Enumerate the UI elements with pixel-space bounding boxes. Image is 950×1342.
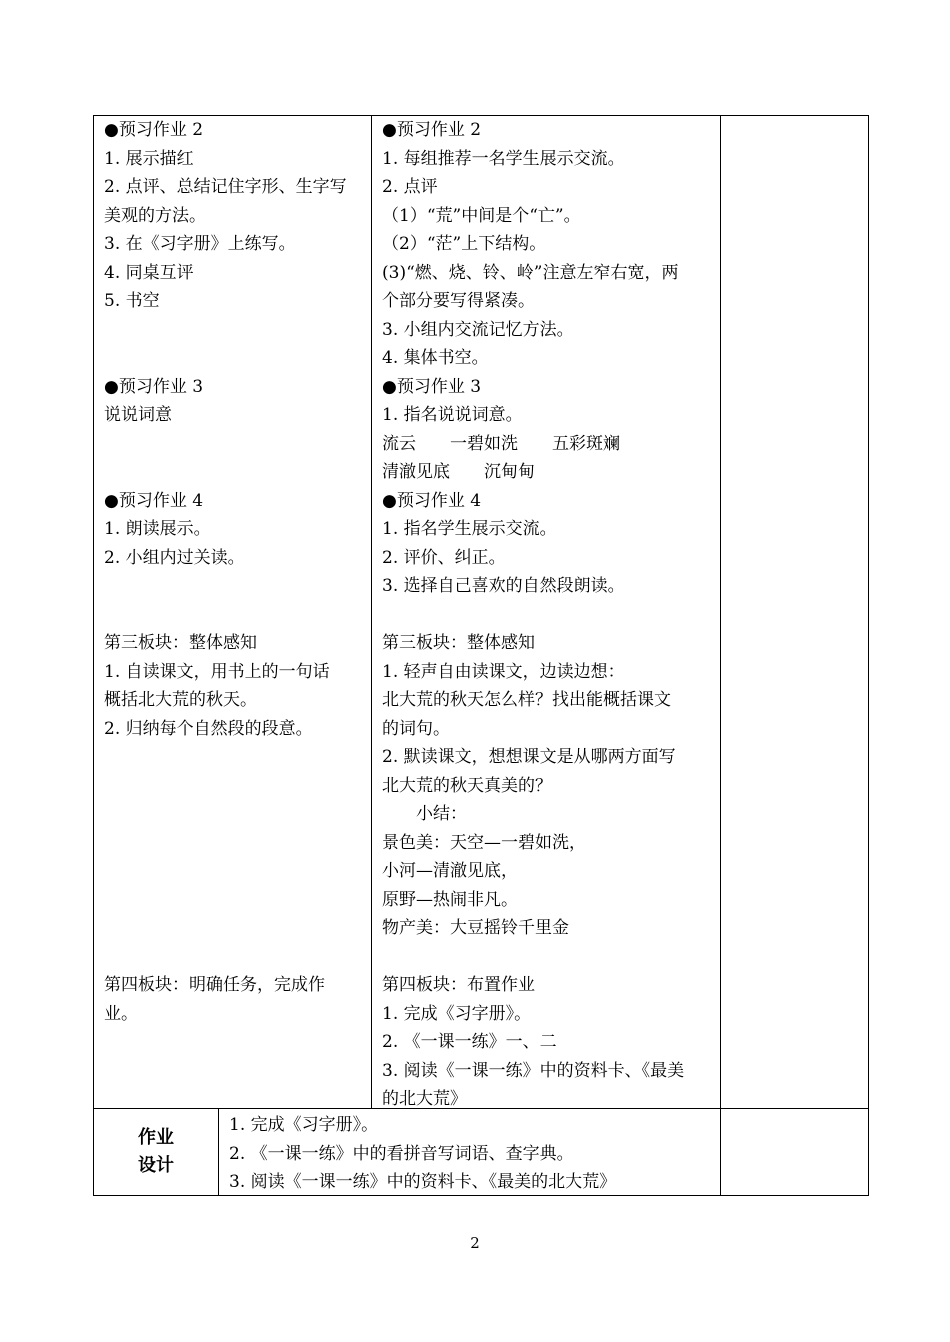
teacher-text-line: 第四板块：明确任务，完成作 xyxy=(104,975,325,995)
page-number: 2 xyxy=(470,1234,480,1252)
teacher-text-line xyxy=(104,572,366,601)
student-text-line: 清澈见底 沉甸甸 xyxy=(382,462,535,482)
teacher-activity-column xyxy=(104,116,366,1028)
student-text-line: 3. 选择自己喜欢的自然段朗读。 xyxy=(382,576,625,596)
teacher-text-line: 第三板块：整体感知 xyxy=(104,633,257,653)
teacher-text-line: 业。 xyxy=(104,1003,138,1024)
teacher-text-line: 说说词意 xyxy=(104,405,172,425)
teacher-text-line: 概括北大荒的秋天。 xyxy=(104,690,257,710)
column-divider xyxy=(720,115,721,1196)
teacher-text-line xyxy=(104,601,366,630)
teacher-text-line: 1. 自读课文，用书上的一句话 xyxy=(104,661,330,682)
student-text-line: 1. 指名学生展示交流。 xyxy=(382,519,557,539)
teacher-text-line xyxy=(104,800,366,829)
student-text-line: 1. 指名说说词意。 xyxy=(382,405,523,425)
student-text-line: （1）“荒”中间是个“亡”。 xyxy=(382,205,581,226)
student-text-line xyxy=(382,943,716,972)
teacher-text-line xyxy=(104,772,366,801)
homework-label-line: 作业 xyxy=(138,1127,174,1148)
teacher-text-line xyxy=(104,316,366,345)
teacher-text-line xyxy=(104,344,366,373)
student-text-line: 3. 阅读《一课一练》中的资料卡、《最美 xyxy=(382,1060,685,1081)
teacher-text-line xyxy=(104,943,366,972)
student-text-line: 2. 点评 xyxy=(382,177,438,197)
student-text-line: 的北大荒》 xyxy=(382,1089,467,1109)
teacher-text-line: 1. 朗读展示。 xyxy=(104,519,211,539)
student-text-line: ●预习作业 4 xyxy=(382,490,482,511)
student-text-line: 第四板块：布置作业 xyxy=(382,975,535,995)
student-text-line: (3)“燃、烧、铃、岭”注意左窄右宽，两 xyxy=(382,262,679,283)
student-text-line: 小河—清澈见底， xyxy=(382,861,518,881)
teacher-text-line xyxy=(104,743,366,772)
teacher-text-line xyxy=(104,829,366,858)
student-text-line: 物产美：大豆摇铃千里金 xyxy=(382,918,569,938)
teacher-text-line xyxy=(104,430,366,459)
student-text-line: 个部分要写得紧凑。 xyxy=(382,291,535,311)
student-text-line: 2. 默读课文，想想课文是从哪两方面写 xyxy=(382,747,676,767)
student-activity-column xyxy=(382,116,716,1114)
teacher-text-line: 2. 归纳每个自然段的段意。 xyxy=(104,718,313,739)
student-text-line: 流云 一碧如洗 五彩斑斓 xyxy=(382,433,620,454)
student-text-line: 原野—热闹非凡。 xyxy=(382,889,518,910)
teacher-text-line: 2. 小组内过关读。 xyxy=(104,547,245,568)
student-text-line: 2. 评价、纠正。 xyxy=(382,547,506,568)
teacher-text-line xyxy=(104,458,366,487)
teacher-text-line: ●预习作业 3 xyxy=(104,376,204,397)
teacher-text-line: 4. 同桌互评 xyxy=(104,262,194,283)
homework-item: 3. 阅读《一课一练》中的资料卡、《最美的北大荒》 xyxy=(229,1172,617,1192)
teacher-text-line xyxy=(104,857,366,886)
student-text-line: 1. 完成《习字册》。 xyxy=(382,1003,532,1024)
teacher-text-line: 2. 点评、总结记住字形、生字写 xyxy=(104,177,347,197)
homework-list xyxy=(229,1111,616,1197)
student-text-line: 小结： xyxy=(382,804,467,824)
student-text-line: 景色美：天空—一碧如洗， xyxy=(382,832,586,853)
teacher-text-line: ●预习作业 2 xyxy=(104,120,204,140)
student-text-line: 的词句。 xyxy=(382,718,450,739)
student-text-line: 3. 小组内交流记忆方法。 xyxy=(382,319,574,340)
student-text-line xyxy=(382,601,716,630)
homework-label-line: 设计 xyxy=(138,1155,174,1176)
student-text-line: 北大荒的秋天怎么样？找出能概括课文 xyxy=(382,690,671,710)
student-text-line: 4. 集体书空。 xyxy=(382,348,489,368)
teacher-text-line: 1. 展示描红 xyxy=(104,148,194,169)
student-text-line: 1. 轻声自由读课文，边读边想： xyxy=(382,661,625,682)
homework-label xyxy=(94,1124,218,1180)
column-divider xyxy=(218,1108,219,1196)
homework-item: 1. 完成《习字册》。 xyxy=(229,1115,379,1135)
teacher-text-line xyxy=(104,886,366,915)
teacher-text-line: 3. 在《习字册》上练写。 xyxy=(104,234,296,254)
teacher-text-line xyxy=(104,914,366,943)
student-text-line: 1. 每组推荐一名学生展示交流。 xyxy=(382,148,625,169)
column-divider xyxy=(371,115,372,1108)
homework-item: 2. 《一课一练》中的看拼音写词语、查字典。 xyxy=(229,1143,574,1164)
student-text-line: 北大荒的秋天真美的？ xyxy=(382,775,552,796)
teacher-text-line: 5. 书空 xyxy=(104,291,160,311)
teacher-text-line: ●预习作业 4 xyxy=(104,490,204,511)
student-text-line: ●预习作业 3 xyxy=(382,376,482,397)
student-text-line: （2）“茫”上下结构。 xyxy=(382,234,547,254)
student-text-line: ●预习作业 2 xyxy=(382,120,482,140)
student-text-line: 第三板块：整体感知 xyxy=(382,633,535,653)
teacher-text-line: 美观的方法。 xyxy=(104,205,206,226)
student-text-line: 2. 《一课一练》一、二 xyxy=(382,1032,557,1052)
